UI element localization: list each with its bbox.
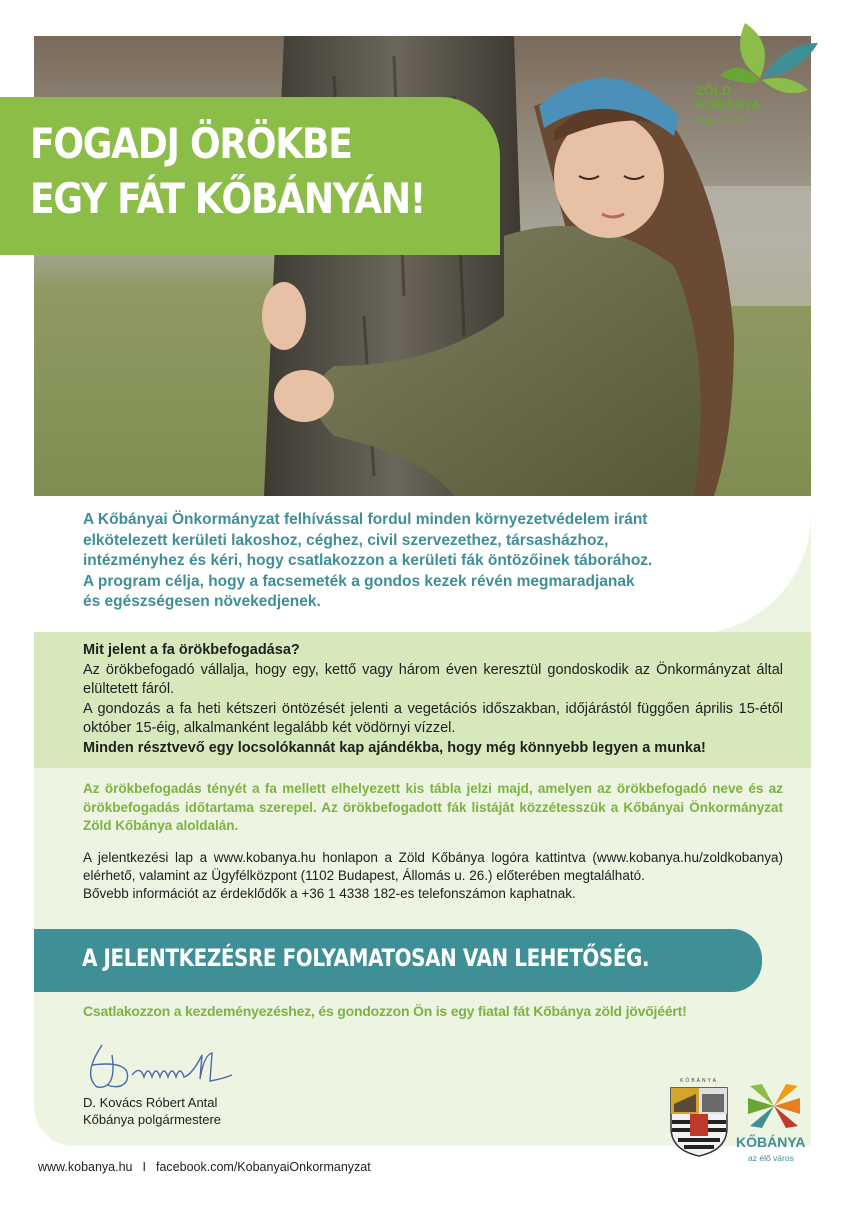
contact-section <box>83 849 783 903</box>
signer-block <box>83 1094 221 1128</box>
sign-info-text: Az örökbefogadás tényét a fa mellett elhelyezett kis tábla jelzi majd, amelyen az örökbefogadó neve és az örökbefogadás időtartama szerepel. Az örökbefogadott fák listáját közzétesszük a Kőbányai Önkormányzat Zöld Kőbánya aloldalán. <box>83 781 783 833</box>
logo-tagline: Rajtad múlik! <box>696 116 749 126</box>
adoption-gift: Minden résztvevő egy locsolókannát kap ajándékba, hogy még könnyebb legyen a munka! <box>83 739 706 756</box>
leaf-logo-icon <box>690 18 830 93</box>
footer <box>38 1160 371 1174</box>
contact-phone: Bővebb információt az érdeklődők a +36 1 4338 182-es telefonszámon kaphatnak. <box>83 886 576 901</box>
call-to-action: Csatlakozzon a kezdeményezéshez, és gondozzon Ön is egy fiatal fát Kőbánya zöld jövőjéért! <box>83 1003 687 1019</box>
adoption-question: Mit jelent a fa örökbefogadása? <box>83 642 300 658</box>
footer-website-link[interactable]: www.kobanya.hu <box>38 1160 133 1174</box>
kobanya-logo <box>736 1080 816 1165</box>
footer-separator: I <box>142 1160 146 1174</box>
banner-text: A JELENTKEZÉSRE FOLYAMATOSAN VAN LEHETŐSÉG. <box>82 944 650 972</box>
crest-caption: KŐBÁNYA <box>680 1078 718 1084</box>
contact-paragraph: A jelentkezési lap a www.kobanya.hu honlapon a Zöld Kőbánya logóra kattintva (www.kobanya.hu/zoldkobanya) elérhető, valamint az Ügyfélközpont (1102 Budapest, Állomás u. 26.) előterében megtalálható. <box>83 850 783 883</box>
adoption-section <box>83 641 783 758</box>
zold-kobanya-logo <box>690 18 830 133</box>
signature-image <box>72 1035 252 1095</box>
headline-box <box>0 97 500 255</box>
footer-facebook-link[interactable]: facebook.com/KobanyaiOnkormanyzat <box>156 1160 371 1174</box>
adoption-paragraph-2: A gondozás a fa heti kétszeri öntözését jelenti a vegetációs időszakban, időjárástól függően április 15-étől október 15-éig, alkalmanként legalább két vödörnyi vízzel. <box>83 700 783 736</box>
kobanya-logo-tagline: az élő város <box>748 1153 794 1163</box>
signer-name: D. Kovács Róbert Antal <box>83 1095 218 1110</box>
application-banner <box>34 929 762 992</box>
coat-of-arms <box>668 1078 730 1158</box>
logo-name: ZÖLD KŐBÁNYA <box>696 83 761 112</box>
headline-line-2: EGY FÁT KŐBÁNYÁN! <box>30 174 425 223</box>
headline-line-1: FOGADJ ÖRÖKBE <box>30 119 352 168</box>
kobanya-star-icon <box>744 1080 804 1132</box>
adoption-paragraph-1: Az örökbefogadó vállalja, hogy egy, kettő vagy három éven keresztül gondoskodik az Önkormányzat által elültetett fáról. <box>83 661 783 697</box>
intro-text: A Kőbányai Önkormányzat felhívással fordul minden környezetvédelem iránt elkötelezett kerületi lakoshoz, céghez, civil szervezethez, társasházhoz, intézményhez és kéri, hogy csatlakozzon a kerületi fák öntözőinek táborához. A program célja, hogy a facsemeték a gondos kezek révén megmaradjanak és egészségesen növekedjenek. <box>83 511 653 610</box>
kobanya-logo-name: KŐBÁNYA <box>736 1134 806 1150</box>
crest-icon <box>668 1084 730 1158</box>
signer-title: Kőbánya polgármestere <box>83 1112 222 1127</box>
